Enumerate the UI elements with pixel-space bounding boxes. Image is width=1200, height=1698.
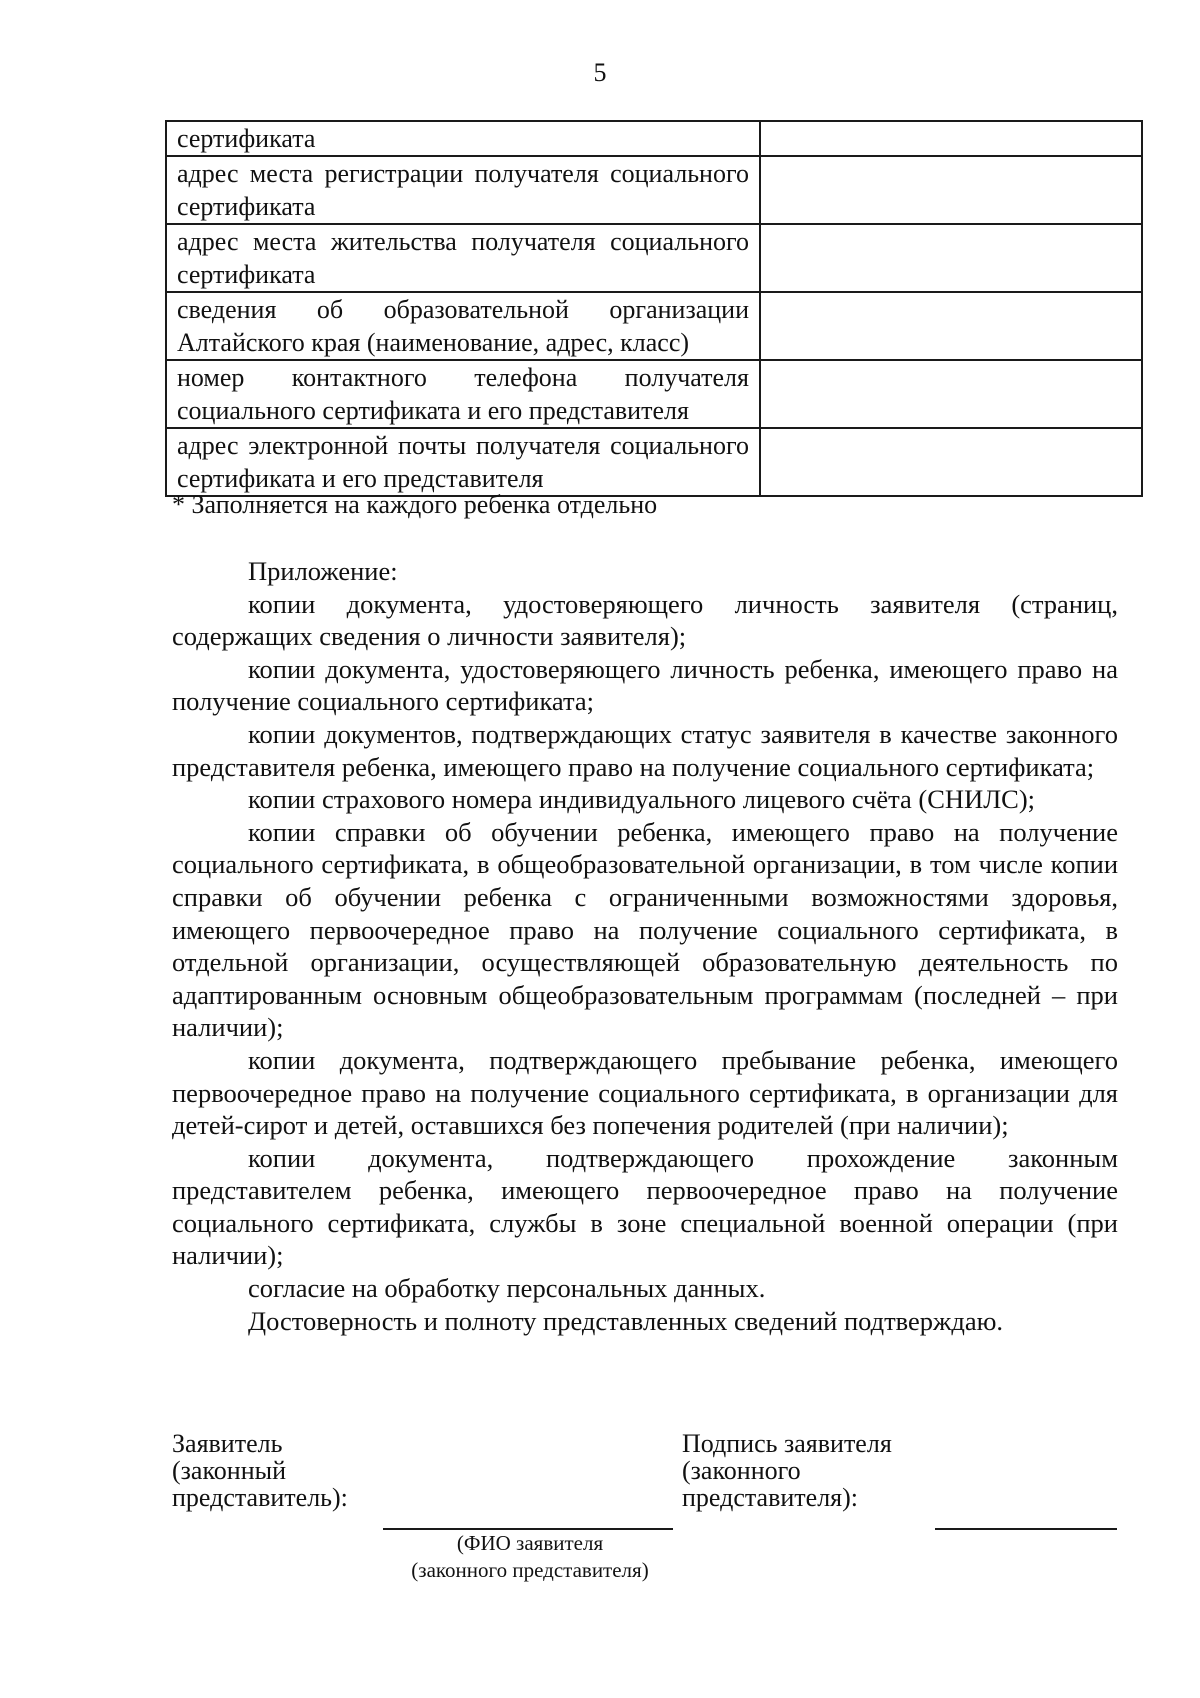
table-row bbox=[166, 121, 1142, 156]
row-value-residence-address[interactable] bbox=[760, 224, 1142, 292]
fio-caption-line-1: (ФИО заявителя bbox=[456, 1531, 604, 1555]
table-row bbox=[166, 428, 1142, 496]
fio-caption bbox=[370, 1530, 690, 1584]
row-label-school-info: сведения об образовательной организации Алтайского края (наименование, адрес, класс) bbox=[166, 292, 760, 360]
table-row bbox=[166, 292, 1142, 360]
row-label-email: адрес электронной почты получателя социального сертификата и его представителя bbox=[166, 428, 760, 496]
row-label-phone: номер контактного телефона получателя социального сертификата и его представителя bbox=[166, 360, 760, 428]
applicant-label-line-3: представитель): bbox=[172, 1483, 348, 1512]
signature-label-line-1: Подпись заявителя bbox=[682, 1429, 892, 1458]
row-value-email[interactable] bbox=[760, 428, 1142, 496]
applicant-info-table bbox=[165, 120, 1143, 497]
confirmation-statement: Достоверность и полноту представленных сведений подтверждаю. bbox=[248, 1305, 1004, 1336]
signature-label bbox=[682, 1430, 892, 1511]
signature-line[interactable] bbox=[935, 1528, 1117, 1530]
row-value-registration-address[interactable] bbox=[760, 156, 1142, 224]
attachment-item: копии документа, удостоверяющего личность заявителя (страниц, содержащих сведения о личности заявителя); bbox=[172, 588, 1118, 652]
attachments-section bbox=[172, 555, 1118, 1337]
row-label-residence-address: адрес места жительства получателя социального сертификата bbox=[166, 224, 760, 292]
attachment-item: копии страхового номера индивидуального лицевого счёта (СНИЛС); bbox=[248, 784, 1036, 815]
fio-caption-line-2: (законного представителя) bbox=[411, 1558, 649, 1582]
table-row bbox=[166, 360, 1142, 428]
attachments-heading: Приложение: bbox=[248, 556, 398, 586]
attachment-item: копии справки об обучении ребенка, имеющего право на получение социального сертификата, в общеобразовательной организации, в том числе копии справки об обучении ребенка с ограниченными возможностями здоровья, имеющего первоочередное право на получение социального сертификата, в отдельной организации, осуществляющей образовательную деятельность по адаптированным основным общеобразовательным программам (последней – при наличии); bbox=[172, 816, 1118, 1043]
attachment-item: копии документа, удостоверяющего личность ребенка, имеющего право на получение социального сертификата; bbox=[172, 653, 1118, 717]
page-number: 5 bbox=[593, 58, 607, 87]
row-value-phone[interactable] bbox=[760, 360, 1142, 428]
table-row bbox=[166, 156, 1142, 224]
footnote: * Заполняется на каждого ребенка отдельно bbox=[172, 490, 658, 519]
attachment-item: согласие на обработку персональных данных. bbox=[248, 1273, 766, 1304]
signature-label-line-2: (законного bbox=[682, 1456, 801, 1485]
signature-label-line-3: представителя): bbox=[682, 1483, 859, 1512]
attachment-item: копии документа, подтверждающего пребывание ребенка, имеющего первоочередное право на получение социального сертификата, в организации для детей-сирот и детей, оставшихся без попечения родителей (при наличии); bbox=[172, 1044, 1118, 1141]
attachment-item: копии документов, подтверждающих статус заявителя в качестве законного представителя ребенка, имеющего право на получение социального сертификата; bbox=[172, 718, 1118, 782]
attachment-item: копии документа, подтверждающего прохождение законным представителем ребенка, имеющего первоочередное право на получение социального сертификата, службы в зоне специальной военной операции (при наличии); bbox=[172, 1142, 1118, 1271]
row-label-registration-address: адрес места регистрации получателя социального сертификата bbox=[166, 156, 760, 224]
applicant-label-line-1: Заявитель bbox=[172, 1429, 283, 1458]
row-value-certificate[interactable] bbox=[760, 121, 1142, 156]
row-value-school-info[interactable] bbox=[760, 292, 1142, 360]
applicant-label bbox=[172, 1430, 348, 1511]
applicant-label-line-2: (законный bbox=[172, 1456, 286, 1485]
table-row bbox=[166, 224, 1142, 292]
row-label-certificate: сертификата bbox=[166, 121, 760, 156]
